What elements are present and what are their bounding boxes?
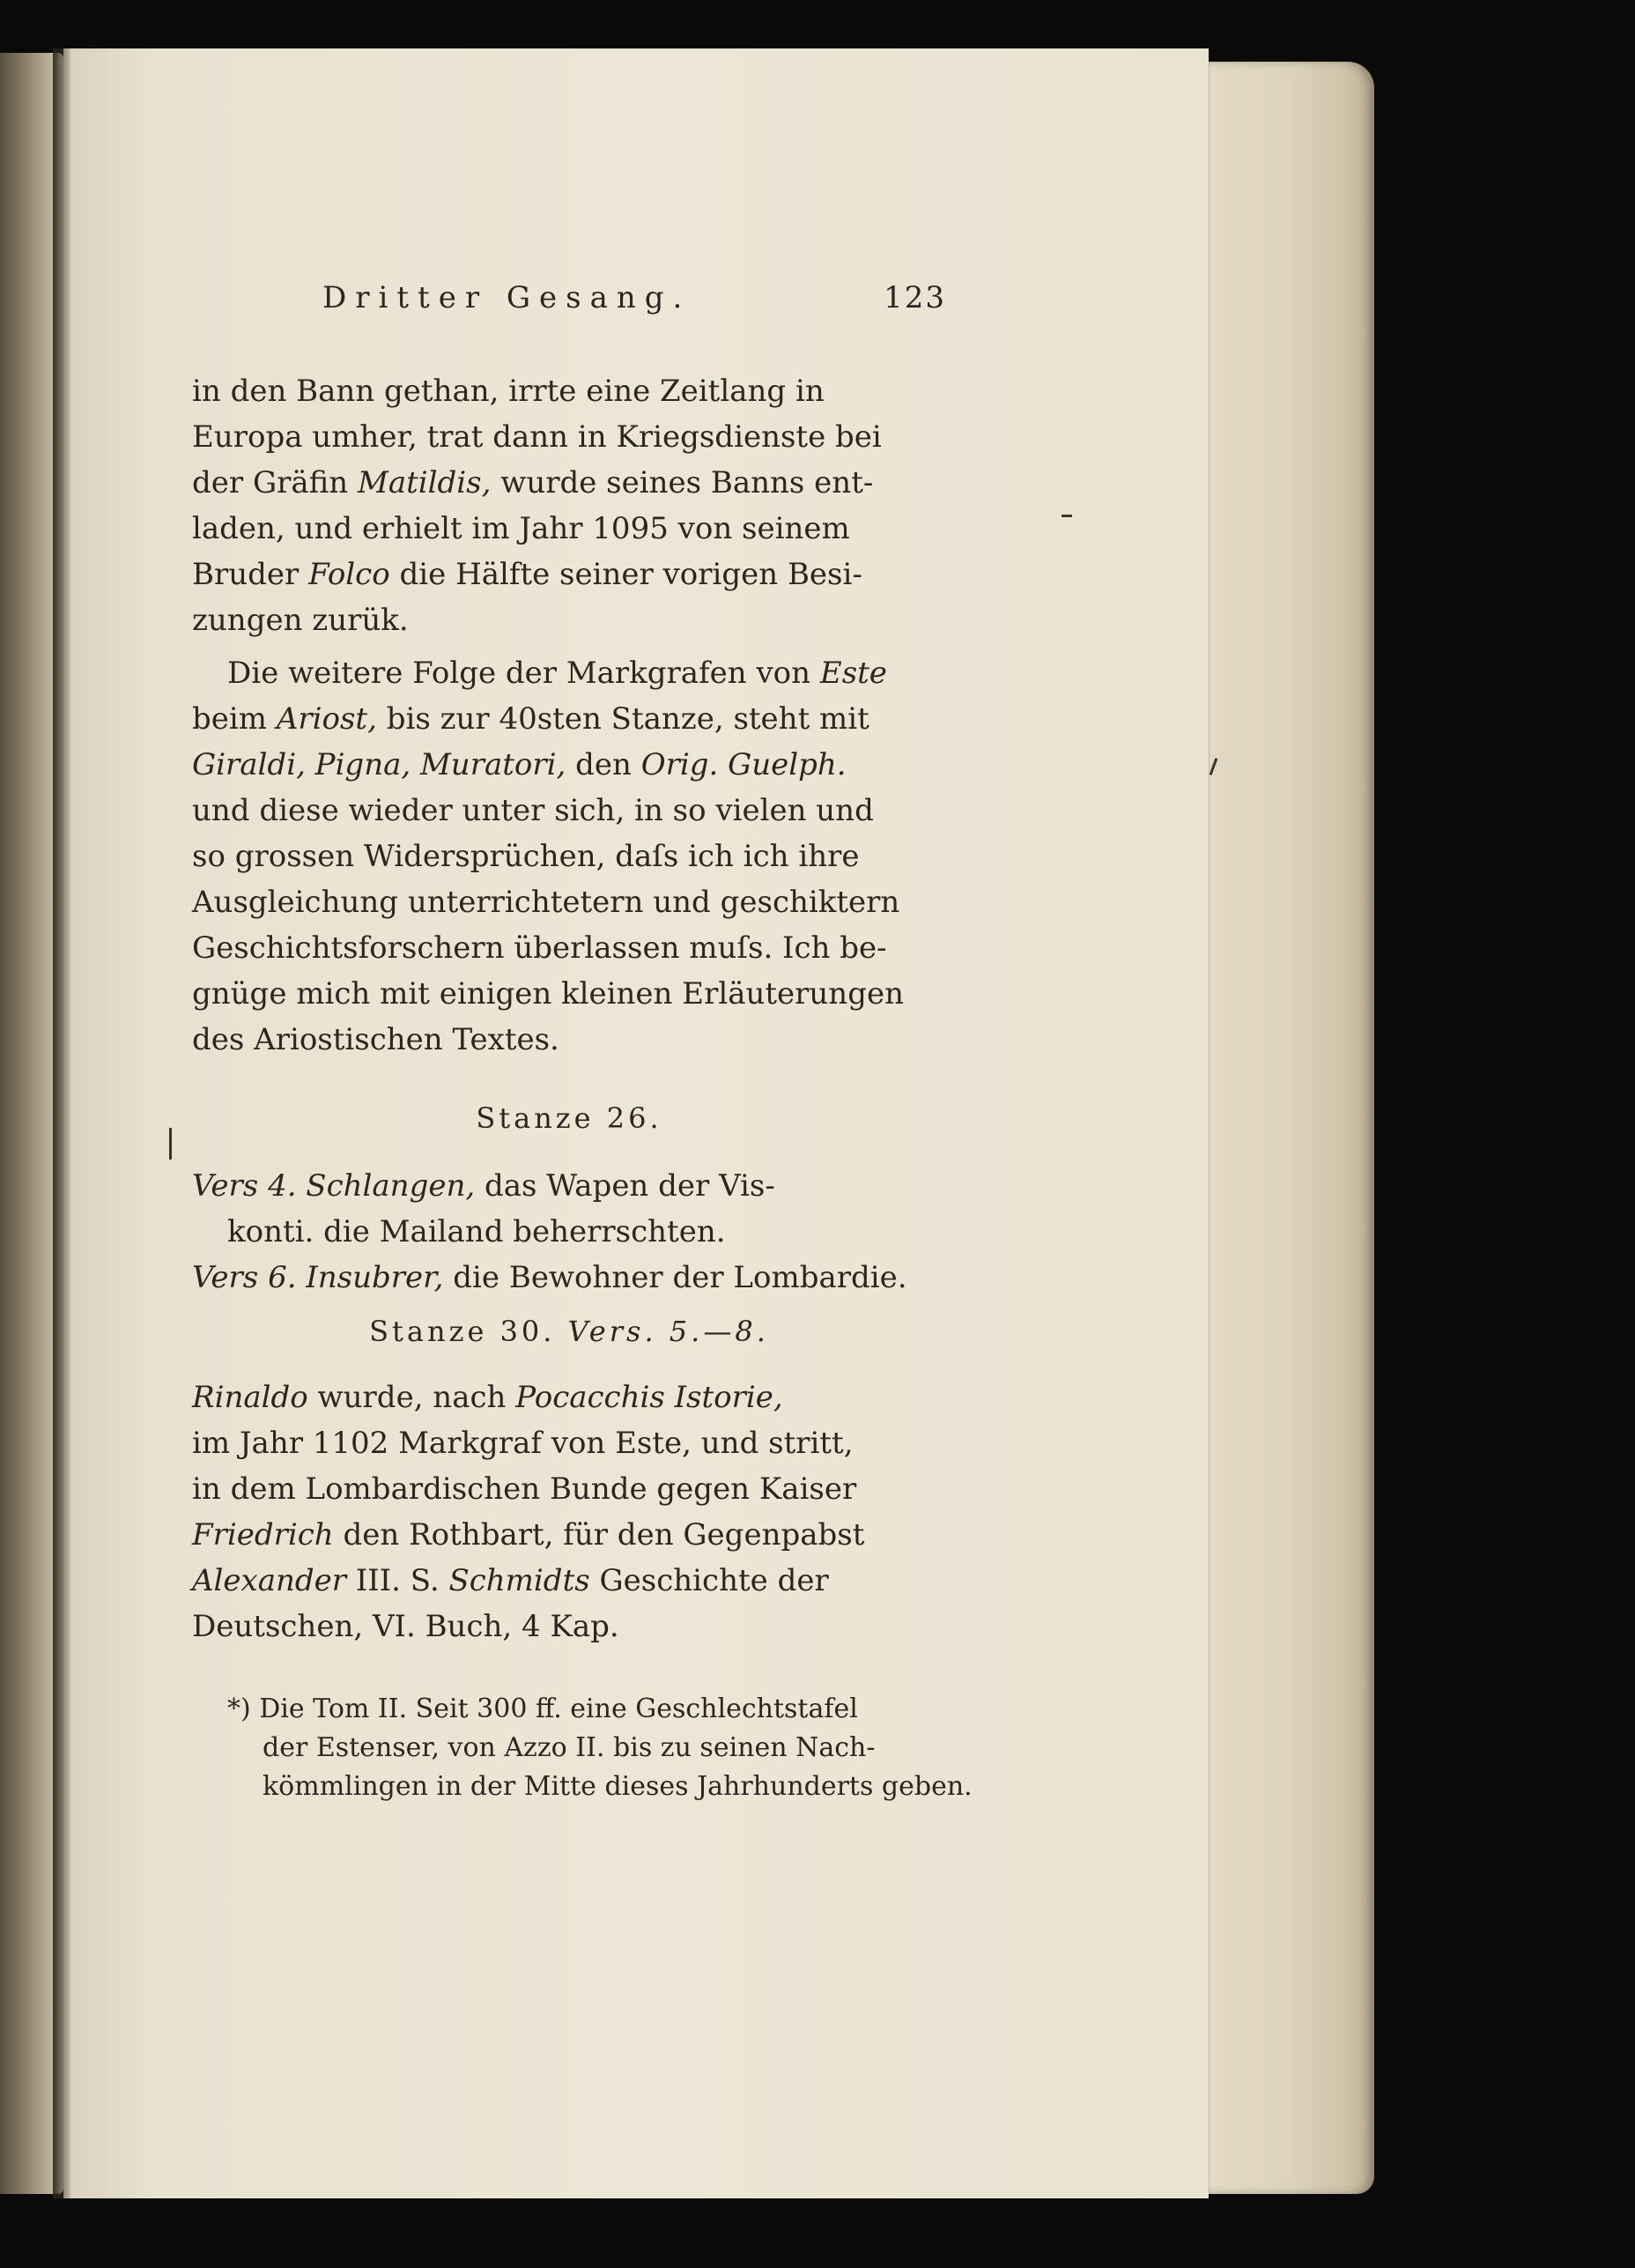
text-line: konti. die Mailand beherrschten. <box>227 1214 726 1249</box>
stanza-30-heading: Stanze 30. Vers. 5.—8. <box>369 1315 769 1348</box>
text-line: im Jahr 1102 Markgraf von Este, und stritt, <box>192 1426 854 1461</box>
stanza-30-notes <box>192 1375 946 1649</box>
text-line: beim Ariost, bis zur 40sten Stanze, steht mit <box>192 701 869 737</box>
running-head <box>192 280 946 322</box>
margin-mark <box>1062 515 1072 517</box>
text-line: Alexander III. S. Schmidts Geschichte der <box>192 1563 829 1598</box>
margin-mark <box>169 1128 172 1160</box>
text-line: gnüge mich mit einigen kleinen Erläuterungen <box>192 976 904 1012</box>
paragraph-2 <box>192 650 946 1063</box>
text-line: Geschichtsforschern überlassen muſs. Ich be- <box>192 930 887 966</box>
text-line: Rinaldo wurde, nach Pocacchis Istorie, <box>192 1380 783 1415</box>
text-line: Ausgleichung unterrichtetern und geschiktern <box>192 885 900 920</box>
text-line: Europa umher, trat dann in Kriegsdienste bei <box>192 419 882 455</box>
text-line: des Ariostischen Textes. <box>192 1022 559 1057</box>
text-line: zungen zurük. <box>192 603 409 638</box>
book-gutter <box>53 48 70 2198</box>
stanza-26-notes <box>192 1163 946 1301</box>
page-number: 123 <box>884 280 946 315</box>
footnote-line: der Estenser, von Azzo II. bis zu seinen Nach- <box>263 1732 876 1763</box>
footnote-line: kömmlingen in der Mitte dieses Jahrhunderts geben. <box>263 1771 973 1802</box>
text-line: und diese wieder unter sich, in so vielen und <box>192 793 874 828</box>
text-line: der Gräfin Matildis, wurde seines Banns ent- <box>192 465 874 500</box>
stanza-26-heading: Stanze 26. <box>476 1101 662 1135</box>
text-line: Bruder Folco die Hälfte seiner vorigen Besi- <box>192 557 862 592</box>
text-line: laden, und erhielt im Jahr 1095 von seinem <box>192 511 850 546</box>
text-line: so grossen Widersprüchen, daſs ich ich ihre <box>192 839 860 874</box>
text-line: Deutschen, VI. Buch, 4 Kap. <box>192 1609 619 1644</box>
running-head-title: Dritter Gesang. <box>322 280 692 315</box>
paragraph-1 <box>192 368 946 643</box>
text-line: Die weitere Folge der Markgrafen von Este <box>227 656 887 691</box>
text-line: Friedrich den Rothbart, für den Gegenpabst <box>192 1517 865 1553</box>
footnote-line: *) Die Tom II. Seit 300 ff. eine Geschlechtstafel <box>227 1694 858 1724</box>
text-line: Vers 4. Schlangen, das Wapen der Vis- <box>192 1168 775 1204</box>
footnote <box>227 1690 973 1806</box>
text-line: Giraldi, Pigna, Muratori, den Orig. Guelph. <box>192 747 847 782</box>
text-line: Vers 6. Insubrer, die Bewohner der Lombardie. <box>192 1260 907 1295</box>
text-line: in den Bann gethan, irrte eine Zeitlang in <box>192 374 825 409</box>
text-line: in dem Lombardischen Bunde gegen Kaiser <box>192 1471 857 1507</box>
